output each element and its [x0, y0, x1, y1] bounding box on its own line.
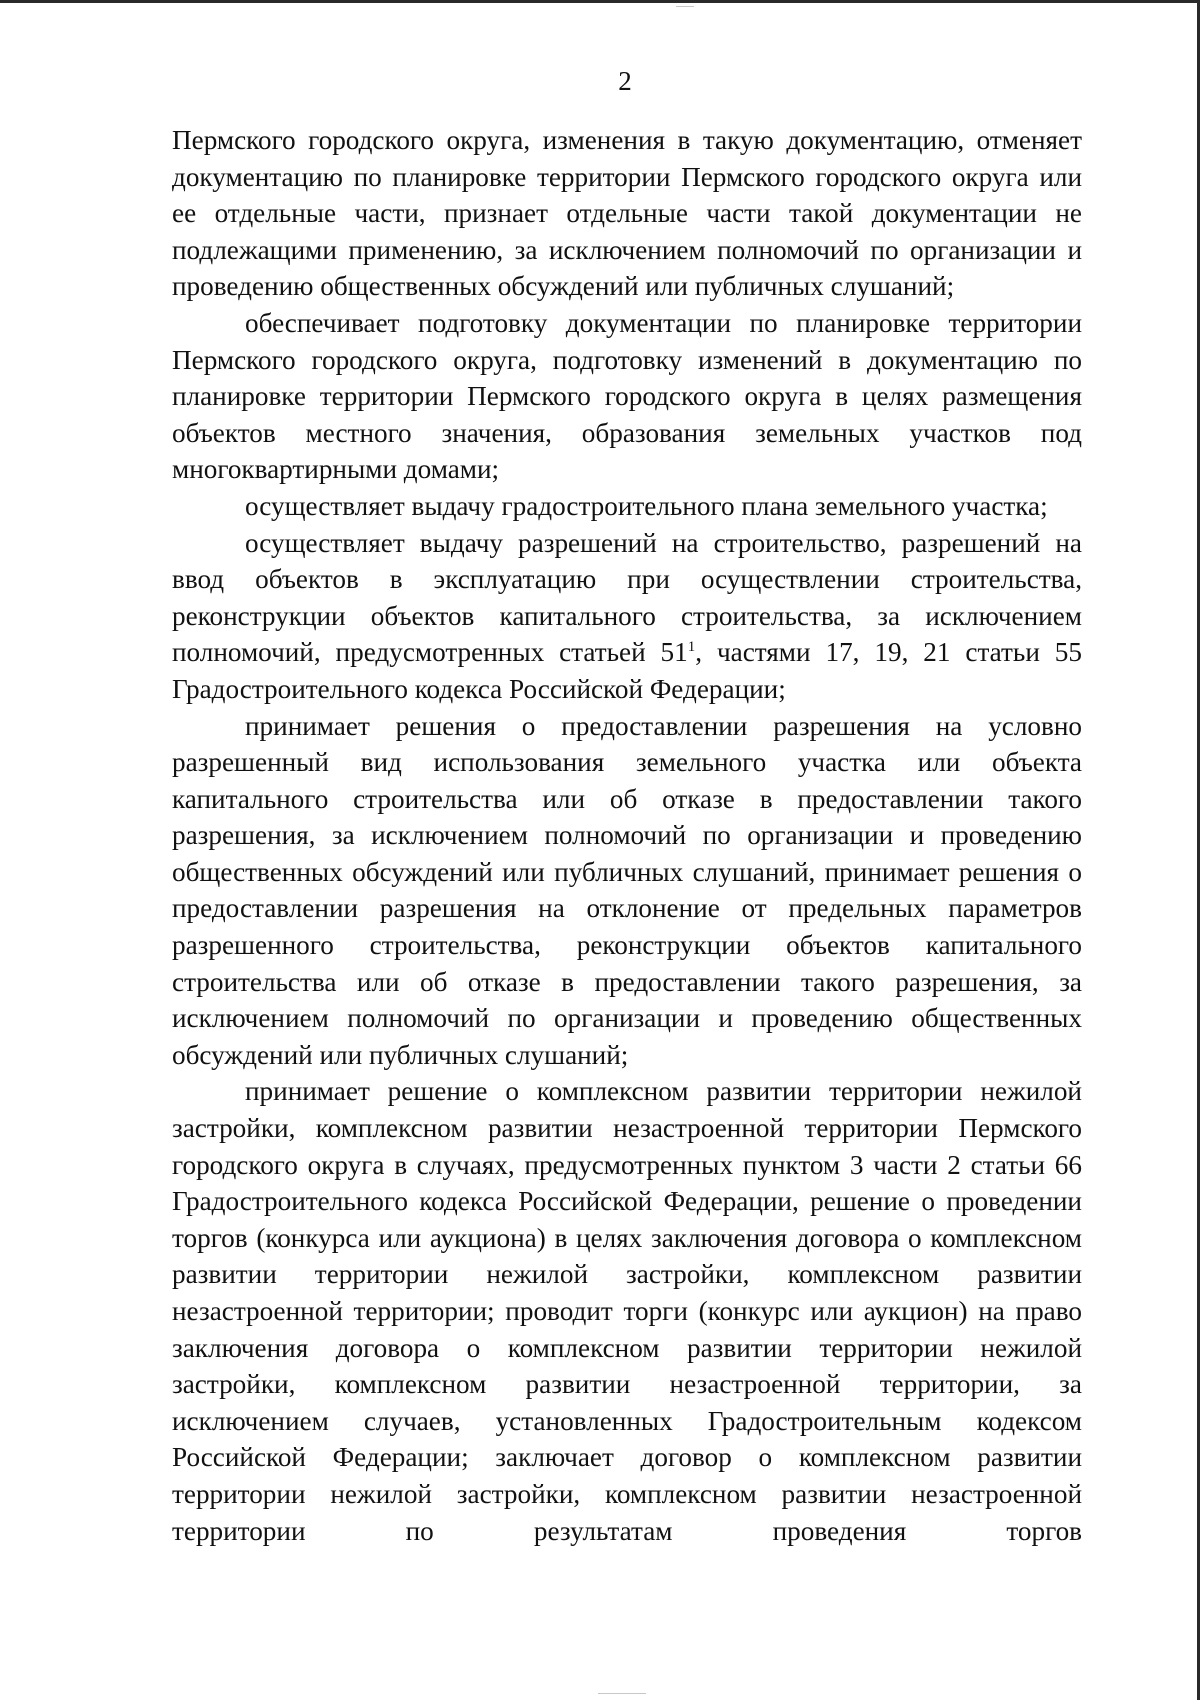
- paragraph-planning-documentation: обеспечивает подготовку документации по планировке территории Пермского городского округа, подготовку изменений в документацию по планировке территории Пермского городского округа в целях размещения объектов местного значения, образования земельных участков под многоквартирными домами;: [172, 307, 1082, 485]
- paragraph-conditional-use-permit: принимает решения о предоставлении разрешения на условно разрешенный вид использования земельного участка или объекта капитального строительства или об отказе в предоставлении такого разрешения, за исключением полномочий по организации и проведению общественных обсуждений или публичных слушаний, принимает решения о предоставлении разрешения на отклонение от предельных параметров разрешенного строительства, реконструкции объектов капитального строительства или об отказе в предоставлении такого разрешения, за исключением полномочий по организации и проведению общественных обсуждений или публичных слушаний;: [172, 710, 1082, 1070]
- paragraph-complex-development: принимает решение о комплексном развитии территории нежилой застройки, комплексном развитии незастроенной территории Пермского городского округа в случаях, предусмотренных пунктом 3 части 2 статьи 66 Градостроительного кодекса Российской Федерации, решение о проведении торгов (конкурса или аукциона) в целях заключения договора о комплексном развитии территории нежилой застройки, комплексном развитии незастроенной территории; проводит торги (конкурс или аукцион) на право заключения договора о комплексном развитии территории нежилой застройки, комплексном развитии незастроенной территории, за исключением случаев, установленных Градостроительным кодексом Российской Федерации; заключает договор о комплексном развитии территории нежилой застройки, комплексном развитии незастроенной территории по результатам проведения торгов: [172, 1076, 1082, 1546]
- construction-permits-text-before-superscript: осуществляет выдачу разрешений на строительство, разрешений на ввод объектов в эксплуатацию при осуществлении строительства, реконструкции объектов капитального строительства, за исключением полномочий, предусмотренных статьей 51: [172, 527, 1082, 668]
- scan-speck: [598, 1693, 646, 1694]
- scan-speck: [676, 6, 694, 7]
- paragraph-continuation: Пермского городского округа, изменения в такую документацию, отменяет документацию по планировке территории Пермского городского округа или ее отдельные части, признает отдельные части такой документации не подлежащими применению, за исключением полномочий по организации и проведению общественных обсуждений или публичных слушаний;: [172, 125, 1082, 302]
- document-body: [172, 122, 1082, 1549]
- paragraph-construction-permits: [172, 525, 1082, 708]
- construction-permits-text-after-superscript: , частями 17, 19, 21 статьи 55 Градостроительного кодекса Российской Федерации;: [172, 637, 1082, 704]
- page-number: 2: [618, 66, 632, 96]
- paragraph-urban-plan: осуществляет выдачу градостроительного плана земельного участка;: [245, 490, 1048, 521]
- scan-top-border: [0, 0, 1200, 3]
- article-superscript: 1: [687, 639, 696, 656]
